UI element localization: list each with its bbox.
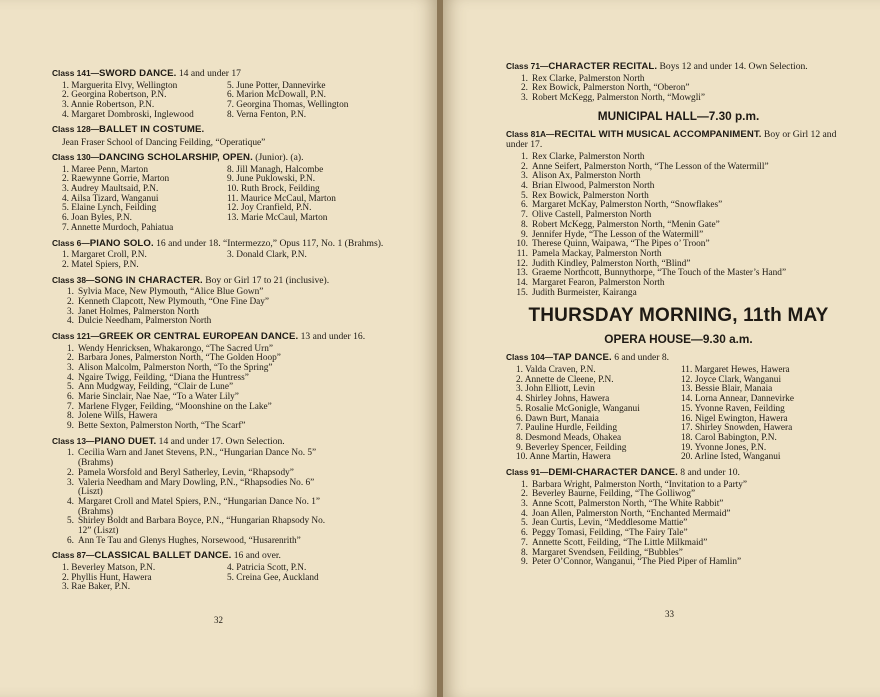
page-number-right: 33 bbox=[665, 609, 674, 619]
class-heading bbox=[506, 129, 851, 151]
class-heading bbox=[506, 467, 851, 479]
class-entry: 10. Ruth Brock, Feilding bbox=[227, 184, 320, 194]
class-detail: 14 and under 17 bbox=[178, 68, 241, 79]
class-entry: 3. Rae Baker, P.N. bbox=[62, 582, 131, 593]
entry-text: Olive Castell, Palmerston North bbox=[532, 210, 652, 221]
entry-text: Jolene Wills, Hawera bbox=[78, 411, 158, 422]
class-entry: 5. Elaine Lynch, Feilding bbox=[62, 203, 157, 214]
class-title: SONG IN CHARACTER. bbox=[94, 274, 203, 286]
class-entry bbox=[62, 537, 402, 547]
entry-list bbox=[516, 153, 851, 299]
entry-number: 5. bbox=[67, 516, 74, 527]
class-entry: 2. Georgina Robertson, P.N. bbox=[62, 90, 167, 101]
class-entry: Jean Fraser School of Dancing Feilding, “Operatique” bbox=[62, 138, 266, 148]
class-entry: 12. Joy Cranfield, P.N. bbox=[227, 203, 312, 214]
class-entry: 4. Margaret Dombroski, Inglewood bbox=[62, 109, 194, 120]
entry-number: 4. bbox=[521, 508, 528, 519]
entry-list bbox=[516, 75, 851, 104]
class-entry: 5. Creina Gee, Auckland bbox=[227, 572, 319, 583]
class-entry: 7. Pauline Hurdle, Feilding bbox=[516, 423, 617, 434]
heading-dash: — bbox=[86, 435, 95, 446]
class-entry: 8. Verna Fenton, P.N. bbox=[227, 109, 307, 120]
class-entry: 7. Annette Murdoch, Pahiatua bbox=[62, 222, 174, 233]
class-entry: 3. Donald Clark, P.N. bbox=[227, 250, 307, 261]
entry-list bbox=[62, 288, 402, 327]
entry-text: Marie Sinclair, Nae Nae, “To a Water Lily” bbox=[78, 392, 239, 403]
class-entry: 9. June Puklowski, P.N. bbox=[227, 174, 316, 185]
entry-text: Shirley Boldt and Barbara Boyce, P.N., “Hungarian Rhapsody No. bbox=[78, 516, 326, 527]
class-entry: 6. Joan Byles, P.N. bbox=[62, 213, 132, 224]
entry-number: 9. bbox=[521, 229, 528, 240]
entry-text: (Brahms) bbox=[78, 506, 114, 517]
class-entry: 9. Beverley Spencer, Feilding bbox=[516, 442, 627, 453]
entry-column bbox=[516, 366, 681, 463]
class-entry: 17. Shirley Snowden, Hawera bbox=[681, 423, 793, 434]
class-entry: 15. Yvonne Raven, Feilding bbox=[681, 403, 785, 414]
left-page bbox=[0, 0, 437, 697]
class-entry bbox=[516, 558, 851, 568]
entry-number: 4. bbox=[67, 496, 74, 507]
heading-dash: — bbox=[546, 128, 555, 139]
entry-column bbox=[62, 251, 227, 270]
page-number-left: 32 bbox=[214, 615, 223, 625]
entry-number: 3. bbox=[67, 477, 74, 488]
entry-list bbox=[62, 449, 402, 546]
class-title: SWORD DANCE. bbox=[99, 68, 177, 79]
entry-column bbox=[681, 366, 861, 463]
entry-text: Beverley Baurne, Feilding, “The Golliwog” bbox=[532, 489, 696, 500]
entry-number: 6. bbox=[521, 528, 528, 539]
entry-text: Marlene Flyger, Feilding, “Moonshine on the Lake” bbox=[78, 401, 272, 412]
entry-text: Margaret Fearon, Palmerston North bbox=[532, 278, 665, 289]
class-number: Class 81A bbox=[506, 128, 547, 139]
day-heading: THURSDAY MORNING, 11th MAY bbox=[528, 305, 829, 327]
entry-number: 2. bbox=[521, 161, 528, 172]
class-number: Class 128 bbox=[52, 124, 91, 135]
class-title: TAP DANCE. bbox=[553, 352, 612, 364]
entry-number: 4. bbox=[521, 181, 528, 191]
class-section bbox=[506, 467, 851, 568]
entry-number: 5. bbox=[67, 382, 74, 393]
entry-text: (Liszt) bbox=[78, 487, 103, 498]
entry-number: 3. bbox=[67, 306, 74, 317]
entry-number: 3. bbox=[521, 171, 528, 182]
entry-number: 5. bbox=[521, 190, 528, 201]
class-entry: 2. Raewynne Gorrie, Marton bbox=[62, 174, 170, 185]
class-number: Class 13 bbox=[52, 435, 86, 446]
entry-column bbox=[62, 166, 227, 234]
entry-columns bbox=[516, 366, 851, 463]
venue-heading: OPERA HOUSE—9.30 a.m. bbox=[604, 332, 753, 347]
heading-dash: — bbox=[90, 152, 100, 162]
class-entry: 2. Annette de Cleene, P.N. bbox=[516, 374, 614, 385]
entry-text: Therese Quinn, Waipawa, “The Pipes o’ Troon” bbox=[532, 239, 710, 250]
class-entry: 10. Anne Martin, Hawera bbox=[516, 452, 611, 463]
entry-number: 8. bbox=[67, 411, 74, 422]
class-detail: Boy or Girl 12 and under 17. bbox=[506, 128, 837, 151]
class-entry: 1. Margaret Croll, P.N. bbox=[62, 250, 147, 261]
entry-text: Valeria Needham and Mary Dowling, P.N., “Rhapsodies No. 6” bbox=[78, 477, 315, 488]
left-page-content bbox=[52, 68, 402, 597]
entry-text: Margaret Svendsen, Feilding, “Bubbles” bbox=[532, 547, 683, 558]
entry-text: Pamela Worsfold and Beryl Satherley, Levin, “Rhapsody” bbox=[78, 467, 294, 478]
class-detail: 16 and over. bbox=[233, 550, 281, 562]
class-entry: 1. Valda Craven, P.N. bbox=[516, 365, 596, 376]
entry-number: 1. bbox=[67, 343, 74, 354]
entry-number: 7. bbox=[521, 537, 528, 548]
entry-number: 4. bbox=[67, 316, 74, 327]
heading-dash: — bbox=[81, 237, 90, 248]
entry-column bbox=[227, 251, 407, 270]
entry-number: 13. bbox=[516, 268, 528, 279]
entry-text: Judith Burmeister, Kairanga bbox=[532, 287, 637, 298]
class-number: Class 121 bbox=[52, 330, 91, 341]
entry-text: Rex Bowick, Palmerston North, “Oberon” bbox=[532, 83, 690, 94]
heading-dash: — bbox=[544, 352, 554, 363]
class-section bbox=[52, 124, 402, 148]
entry-text: Dulcie Needham, Palmerston North bbox=[78, 316, 212, 327]
class-section bbox=[506, 61, 851, 104]
class-heading bbox=[52, 238, 402, 250]
entry-text: (Brahms) bbox=[78, 458, 114, 469]
entry-list bbox=[62, 345, 402, 432]
class-number: Class 6 bbox=[52, 237, 82, 248]
class-section bbox=[52, 331, 402, 432]
entry-text: Margaret Croll and Matel Spiers, P.N., “Hungarian Dance No. 1” bbox=[78, 496, 321, 507]
class-heading bbox=[506, 61, 851, 73]
class-number: Class 91 bbox=[506, 467, 540, 478]
class-entry: 13. Bessie Blair, Manaia bbox=[681, 384, 773, 395]
class-entry: 6. Marion McDowall, P.N. bbox=[227, 90, 326, 101]
entry-number: 10. bbox=[516, 239, 528, 250]
class-entry: 3. John Elliott, Levin bbox=[516, 384, 595, 395]
class-heading bbox=[52, 550, 402, 562]
class-detail: 13 and under 16. bbox=[300, 330, 366, 342]
entry-number: 2. bbox=[521, 83, 528, 94]
entry-number: 3. bbox=[521, 499, 528, 510]
entry-number: 5. bbox=[521, 518, 528, 529]
entry-text: Judith Kindley, Palmerston North, “Blind” bbox=[532, 258, 691, 269]
heading-dash: — bbox=[86, 550, 95, 561]
entry-text: Sylvia Mace, New Plymouth, “Alice Blue Gown” bbox=[78, 287, 264, 298]
entry-text: Jennifer Hyde, “The Lesson of the Watermill” bbox=[532, 229, 704, 240]
entry-number: 14. bbox=[516, 278, 528, 289]
class-title: PIANO SOLO. bbox=[89, 237, 154, 249]
entry-text: Joan Allen, Palmerston North, “Enchanted Mermaid” bbox=[532, 508, 731, 519]
entry-text: Ann Te Tau and Glenys Hughes, Norsewood, “Husarenrith” bbox=[78, 535, 301, 546]
entry-text: Anne Seifert, Palmerston North, “The Lesson of the Watermill” bbox=[532, 161, 769, 172]
entry-list bbox=[516, 481, 851, 568]
entry-number: 6. bbox=[67, 535, 74, 546]
entry-number: 1. bbox=[521, 151, 528, 162]
entry-number: 2. bbox=[521, 489, 528, 500]
class-section bbox=[52, 550, 402, 593]
entry-text: Ngaire Twigg, Feilding, “Diana the Huntress” bbox=[78, 372, 249, 383]
entry-text: Barbara Wright, Palmerston North, “Invitation to a Party” bbox=[532, 479, 748, 490]
class-entry: 2. Matel Spiers, P.N. bbox=[62, 259, 139, 270]
entry-number: 4. bbox=[67, 372, 74, 383]
entry-column bbox=[227, 564, 407, 593]
class-heading bbox=[52, 331, 402, 343]
entry-columns bbox=[62, 564, 402, 593]
class-entry: 13. Marie McCaul, Marton bbox=[227, 213, 328, 224]
entry-column bbox=[62, 82, 227, 121]
right-page-content bbox=[506, 61, 851, 572]
class-detail: 14 and under 17. Own Selection. bbox=[158, 435, 285, 447]
entry-text: Alison Malcolm, Palmerston North, “To the Spring” bbox=[78, 362, 273, 373]
entry-text: Graeme Northcott, Bunnythorpe, “The Touch of the Master’s Hand” bbox=[532, 268, 787, 279]
class-entry: 1. Marguerita Elvy, Wellington bbox=[62, 80, 178, 91]
class-entry: 1. Maree Penn, Marton bbox=[62, 164, 148, 175]
class-entry: 8. Jill Managh, Halcombe bbox=[227, 164, 324, 175]
class-number: Class 38 bbox=[52, 274, 86, 285]
entry-text: Jean Curtis, Levin, “Meddlesome Mattie” bbox=[532, 518, 688, 529]
venue-heading: MUNICIPAL HALL—7.30 p.m. bbox=[597, 108, 760, 123]
heading-dash: — bbox=[90, 68, 100, 78]
entry-text: Kenneth Clapcott, New Plymouth, “One Fine Day” bbox=[78, 296, 270, 307]
entry-column bbox=[62, 564, 227, 593]
entry-columns bbox=[62, 82, 402, 121]
class-entry: 4. Ailsa Tizard, Wanganui bbox=[62, 193, 159, 204]
entry-text: Barbara Jones, Palmerston North, “The Golden Hoop” bbox=[78, 353, 281, 364]
entry-number: 8. bbox=[521, 219, 528, 230]
entry-number: 3. bbox=[67, 362, 74, 373]
entry-text: Wendy Henricksen, Whakarongo, “The Sacred Urn” bbox=[78, 343, 274, 354]
class-entry bbox=[516, 289, 851, 299]
entry-number: 3. bbox=[521, 93, 528, 103]
class-number: Class 87 bbox=[52, 550, 86, 561]
class-entry: 8. Desmond Meads, Ohakea bbox=[516, 432, 622, 443]
class-entry: 12. Joyce Clark, Wanganui bbox=[681, 374, 782, 385]
entry-columns bbox=[62, 166, 402, 234]
entry-number: 7. bbox=[521, 210, 528, 221]
entry-number: 9. bbox=[67, 421, 74, 432]
class-heading bbox=[52, 152, 402, 164]
class-entry: 5. June Potter, Dannevirke bbox=[227, 80, 326, 91]
class-detail: Boy or Girl 17 to 21 (inclusive). bbox=[205, 274, 330, 286]
class-detail: 6 and under 8. bbox=[614, 352, 670, 364]
class-title: BALLET IN COSTUME. bbox=[99, 124, 205, 136]
class-title: PIANO DUET. bbox=[94, 435, 157, 447]
heading-dash: — bbox=[540, 61, 549, 71]
entry-text: Alison Ax, Palmerston North bbox=[532, 171, 641, 182]
class-section bbox=[52, 238, 402, 271]
class-title: DANCING SCHOLARSHIP, OPEN. bbox=[99, 152, 253, 163]
entry-number: 2. bbox=[67, 467, 74, 478]
class-section bbox=[506, 352, 851, 463]
class-section bbox=[52, 152, 402, 234]
class-entry: 11. Margaret Hewes, Hawera bbox=[681, 365, 790, 376]
class-title: GREEK OR CENTRAL EUROPEAN DANCE. bbox=[99, 330, 299, 342]
entry-number: 1. bbox=[521, 73, 528, 84]
entry-text: Rex Bowick, Palmerston North bbox=[532, 190, 649, 201]
class-title: RECITAL WITH MUSICAL ACCOMPANIMENT. bbox=[554, 128, 762, 140]
class-entry: 19. Yvonne Jones, P.N. bbox=[681, 442, 767, 453]
class-section bbox=[52, 68, 402, 120]
entry-number: 1. bbox=[521, 479, 528, 490]
class-entry: 20. Arline Isted, Wanganui bbox=[681, 452, 781, 463]
class-entry: 5. Rosalie McGonigle, Wanganui bbox=[516, 403, 640, 414]
class-entry: 14. Lorna Annear, Dannevirke bbox=[681, 394, 794, 405]
heading-dash: — bbox=[86, 274, 95, 285]
class-entry: 16. Nigel Ewington, Hawera bbox=[681, 413, 788, 424]
entry-text: Rex Clarke, Palmerston North bbox=[532, 151, 645, 162]
class-heading bbox=[52, 436, 402, 448]
class-entry: 4. Shirley Johns, Hawera bbox=[516, 394, 610, 405]
entry-number: 6. bbox=[67, 392, 74, 403]
entry-text: Peggy Tomasi, Feilding, “The Fairy Tale” bbox=[532, 528, 688, 539]
class-entry: 11. Maurice McCaul, Marton bbox=[227, 193, 336, 204]
class-entry bbox=[62, 479, 402, 489]
heading-dash: — bbox=[90, 124, 100, 135]
entry-text: Annette Scott, Feilding, “The Little Milkmaid” bbox=[532, 537, 708, 548]
entry-number: 9. bbox=[521, 557, 528, 568]
heading-dash: — bbox=[540, 467, 549, 478]
class-entry: 7. Georgina Thomas, Wellington bbox=[227, 100, 349, 110]
entry-text: Cecilia Warn and Janet Stevens, P.N., “Hungarian Dance No. 5” bbox=[78, 448, 317, 459]
class-entry bbox=[62, 422, 402, 432]
entry-text: Janet Holmes, Palmerston North bbox=[78, 306, 199, 317]
entry-columns bbox=[62, 251, 402, 270]
class-number: Class 130 bbox=[52, 152, 91, 162]
class-entry: 6. Dawn Burt, Manaia bbox=[516, 413, 599, 424]
entry-text: Bette Sexton, Palmerston North, “The Scarf” bbox=[78, 421, 246, 432]
class-title: DEMI-CHARACTER DANCE. bbox=[548, 467, 678, 479]
heading-dash: — bbox=[90, 330, 100, 341]
class-number: Class 104 bbox=[506, 352, 545, 363]
entry-number: 8. bbox=[521, 547, 528, 558]
class-heading bbox=[52, 124, 402, 136]
class-entry: 3. Audrey Maultsaid, P.N. bbox=[62, 184, 159, 194]
entry-number: 12. bbox=[516, 258, 528, 269]
entry-text: 12” (Liszt) bbox=[78, 526, 119, 537]
entry-number: 6. bbox=[521, 200, 528, 211]
class-section bbox=[52, 275, 402, 327]
class-section bbox=[506, 129, 851, 299]
class-entry: 2. Phyllis Hunt, Hawera bbox=[62, 572, 152, 583]
class-section bbox=[52, 436, 402, 547]
class-entry: 4. Patricia Scott, P.N. bbox=[227, 563, 307, 574]
class-heading bbox=[52, 68, 402, 80]
class-entry: 1. Beverley Matson, P.N. bbox=[62, 563, 156, 574]
entry-number: 2. bbox=[67, 296, 74, 307]
entry-text: Robert McKegg, Palmerston North, “Menin Gate” bbox=[532, 219, 720, 230]
entry-number: 7. bbox=[67, 401, 74, 412]
entry-number: 1. bbox=[67, 448, 74, 459]
entry-text: Pamela Mackay, Palmerston North bbox=[532, 248, 662, 259]
entry-text: Anne Scott, Palmerston North, “The White Rabbit” bbox=[532, 499, 724, 510]
entry-column bbox=[227, 166, 407, 234]
class-number: Class 71 bbox=[506, 61, 540, 71]
entry-text: Margaret McKay, Palmerston North, “Snowflakes” bbox=[532, 200, 723, 211]
entry-number: 1. bbox=[67, 287, 74, 298]
entry-text: Rex Clarke, Palmerston North bbox=[532, 73, 645, 84]
class-title: CLASSICAL BALLET DANCE. bbox=[94, 550, 232, 562]
class-entry bbox=[62, 317, 402, 327]
class-title: CHARACTER RECITAL. bbox=[548, 61, 658, 72]
entry-text: Brian Elwood, Palmerston North bbox=[532, 181, 655, 191]
entry-text: Robert McKegg, Palmerston North, “Mowgli” bbox=[532, 93, 705, 103]
entry-column bbox=[227, 82, 407, 121]
class-entry: 3. Annie Robertson, P.N. bbox=[62, 100, 155, 110]
class-detail: 16 and under 18. “Intermezzo,” Opus 117, No. 1 (Brahms). bbox=[156, 237, 384, 249]
class-entry bbox=[516, 94, 851, 104]
entry-number: 11. bbox=[516, 248, 528, 259]
class-detail: 8 and under 10. bbox=[680, 467, 740, 479]
entry-number: 15. bbox=[516, 287, 528, 298]
class-number: Class 141 bbox=[52, 68, 91, 78]
entry-text: Peter O’Connor, Wanganui, “The Pied Piper of Hamlin” bbox=[532, 557, 742, 568]
class-detail: Boys 12 and under 14. Own Selection. bbox=[659, 61, 808, 72]
class-entry: 18. Carol Babington, P.N. bbox=[681, 432, 777, 443]
right-page bbox=[443, 0, 880, 697]
class-heading bbox=[506, 352, 851, 364]
class-heading bbox=[52, 275, 402, 287]
entry-number: 2. bbox=[67, 353, 74, 364]
class-detail: (Junior). (a). bbox=[255, 152, 304, 163]
entry-text: Ann Mudgway, Feilding, “Clair de Lune” bbox=[78, 382, 234, 393]
